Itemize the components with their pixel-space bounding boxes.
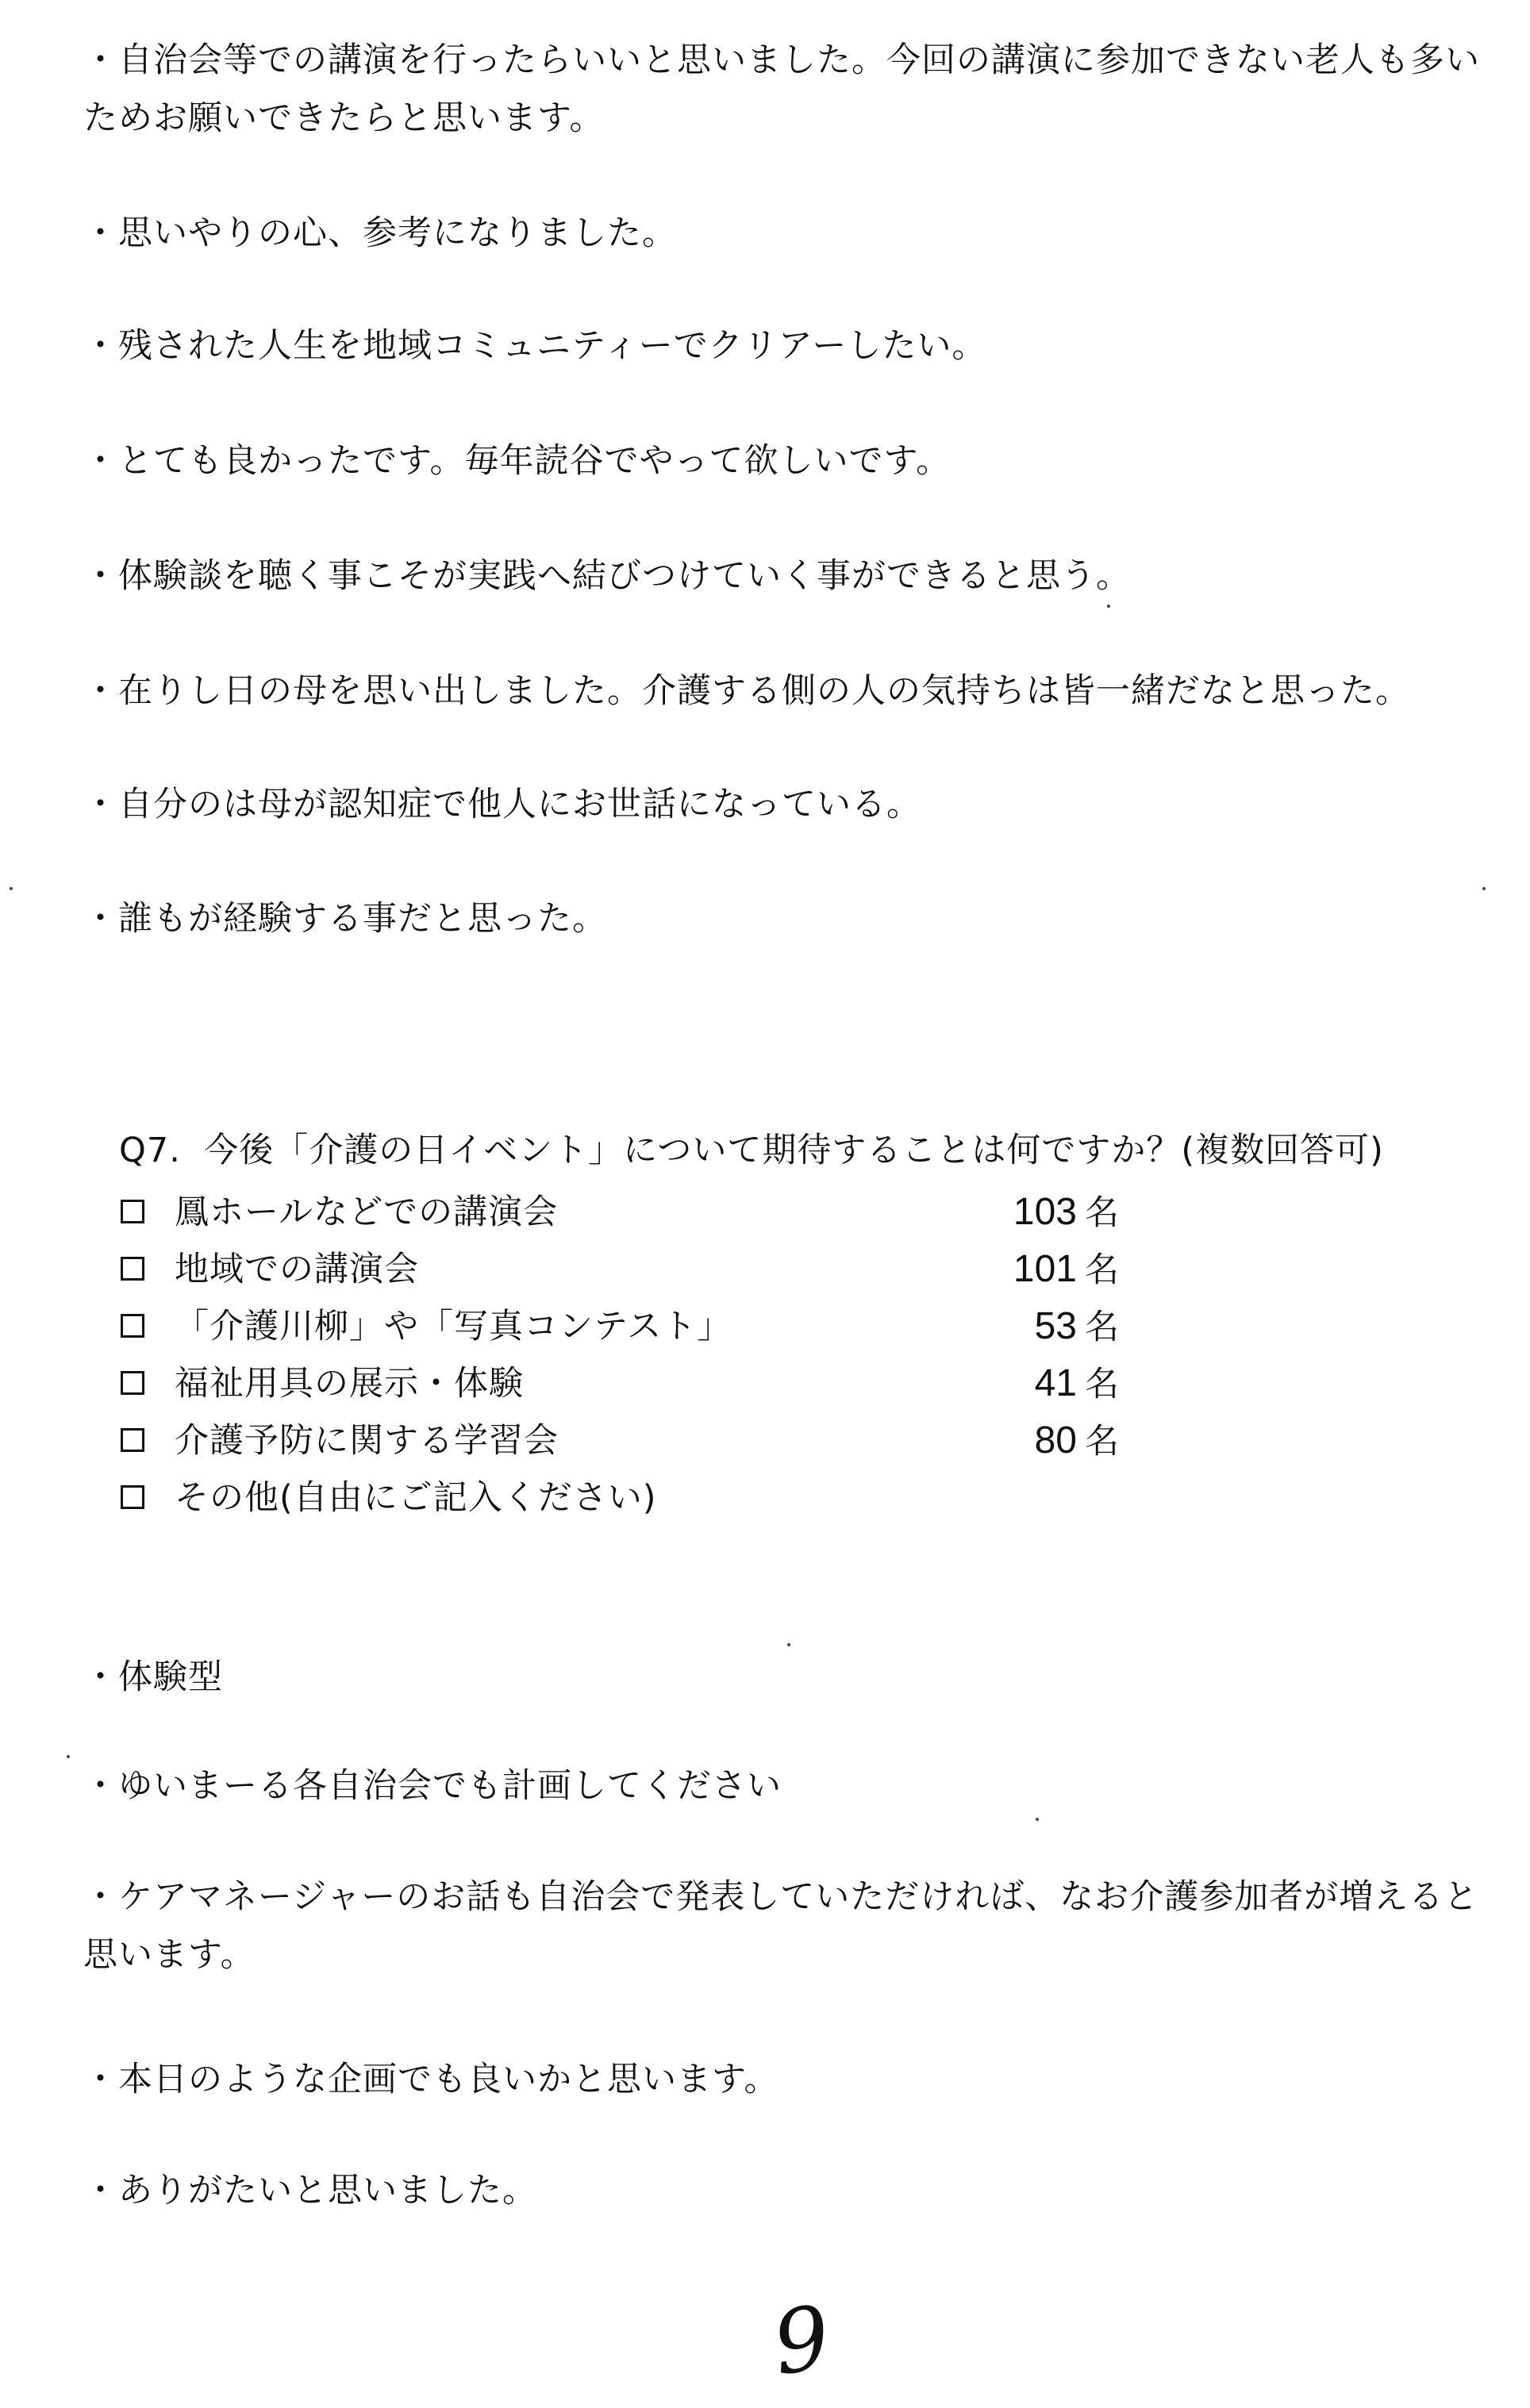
comment-item: ・自治会等での講演を行ったらいいと思いました。今回の講演に参加できない老人も多いためお願いできたらと思います。 [83, 40, 1480, 138]
comment-item: ・ありがたいと思いました。 [83, 2171, 537, 2210]
option-count: 53 名 [1034, 1305, 1119, 1347]
comment-item: ・ゆいまーる各自治会でも計画してください [83, 1766, 782, 1806]
scan-speck [10, 887, 13, 890]
option-label: 「介護川柳」や「写真コンテスト」 [175, 1307, 732, 1346]
option-count: 80 名 [1034, 1419, 1119, 1461]
question-q7 [119, 1127, 1384, 1174]
page-number: 9 [767, 2286, 836, 2395]
checkbox[interactable] [121, 1314, 144, 1338]
option-count: 41 名 [1034, 1362, 1119, 1404]
scan-speck [67, 1755, 70, 1758]
comment-item: ・在りし日の母を思い出しました。介護する側の人の気持ちは皆一緒だなと思った。 [83, 671, 1410, 711]
option-row [119, 1412, 1230, 1469]
option-row [119, 1469, 1230, 1527]
checkbox[interactable] [121, 1257, 144, 1281]
scan-speck [1107, 605, 1110, 608]
option-count [944, 1469, 1119, 1527]
option-label: 介護予防に関する学習会 [175, 1421, 559, 1461]
option-count: 103 名 [1013, 1191, 1119, 1233]
scan-speck [787, 1643, 790, 1646]
comment-item: ・とても良かったです。毎年読谷でやって欲しいです。 [83, 441, 951, 481]
comment-item: ・体験談を聴く事こそが実践へ結びつけていく事ができると思う。 [83, 556, 1131, 596]
checkbox[interactable] [121, 1485, 144, 1509]
checkbox[interactable] [121, 1371, 144, 1395]
options-list [119, 1184, 1230, 1527]
scan-speck [1482, 887, 1486, 890]
option-count: 101 名 [1013, 1248, 1119, 1290]
option-row [119, 1355, 1230, 1412]
comment-item: ・体験型 [83, 1657, 223, 1697]
option-row [119, 1298, 1230, 1355]
question-text: 今後「介護の日イベント」について期待することは何ですか？(複数回答可) [204, 1131, 1384, 1170]
comment-item: ・残された人生を地域コミュニティーでクリアーしたい。 [83, 326, 987, 366]
option-label: 鳳ホールなどでの講演会 [175, 1192, 559, 1232]
comment-item: ・本日のような企画でも良いかと思います。 [83, 2060, 779, 2099]
comment-item: ・自分のは母が認知症で他人にお世話になっている。 [83, 785, 921, 824]
option-row [119, 1241, 1230, 1298]
option-label: 福祉用具の展示・体験 [175, 1364, 524, 1404]
option-row [119, 1184, 1230, 1241]
option-label: 地域での講演会 [175, 1250, 419, 1289]
checkbox[interactable] [121, 1200, 144, 1223]
question-number: Q7. [119, 1131, 181, 1170]
comment-item: ・ケアマネージャーのお話も自治会で発表していただければ、なお介護参加者が増えると思います。 [83, 1877, 1479, 1975]
option-label: その他(自由にご記入ください) [175, 1478, 657, 1518]
scan-speck [1036, 1818, 1039, 1821]
comment-item: ・誰もが経験する事だと思った。 [83, 899, 607, 939]
comment-item: ・思いやりの心、参考になりました。 [83, 213, 677, 253]
checkbox[interactable] [121, 1428, 144, 1452]
